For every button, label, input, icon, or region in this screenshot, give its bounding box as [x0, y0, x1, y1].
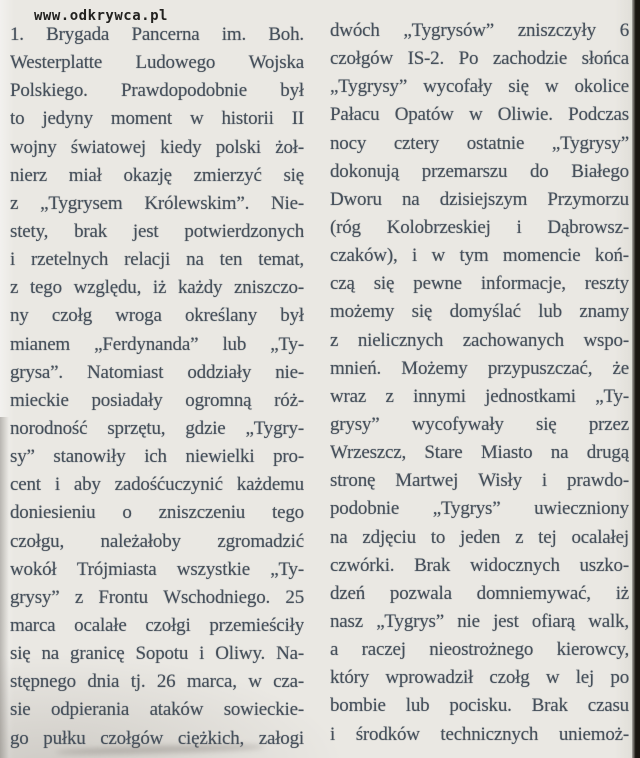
text-line: norodność sprzętu, gdzie „Tygry- [10, 417, 304, 439]
text-line: a raczej nieostrożnego kierowcy, [330, 639, 629, 661]
text-line: wraz z innymi jednostkami „Ty- [330, 385, 629, 407]
text-line: nierz miał okazję zmierzyć się [10, 164, 304, 186]
text-line: (róg Kolobrzeskiej i Dąbrowsz- [330, 216, 629, 238]
text-line: Westerplatte Ludowego Wojska [10, 52, 304, 74]
text-line: wokół Trójmiasta wszystkie „Ty- [10, 558, 304, 580]
text-line: mnień. Możemy przypuszczać, że [330, 357, 629, 379]
text-line: go pułku czołgów ciężkich, załogi [10, 727, 304, 749]
text-line: czaków), i w tym momencie koń- [330, 245, 629, 267]
text-line: Wrzeszcz, Stare Miasto na drugą [330, 442, 629, 464]
text-line: dokonują przemarszu do Białego [330, 160, 629, 182]
text-line: podobnie „Tygrys” uwieczniony [330, 498, 629, 520]
text-line: na zdjęciu to jeden z tej ocalałej [330, 526, 629, 548]
text-line: z nielicznych zachowanych wspo- [330, 329, 629, 351]
text-line: z tego względu, iż każdy zniszczo- [10, 277, 304, 299]
text-column-left [10, 24, 304, 756]
text-line: Dworu na dzisiejszym Przymorzu [330, 188, 629, 210]
text-line: wojny światowej kiedy polski żoł- [10, 136, 304, 158]
text-line: z „Tygrysem Królewskim”. Nie- [10, 192, 304, 214]
text-line: stępnego dnia tj. 26 marca, w cza- [10, 671, 304, 693]
text-line: cent i aby zadośćuczynić każdemu [10, 474, 304, 496]
text-line: „Tygrysy” wycofały się w okolice [330, 76, 629, 98]
scan-edge-bar [632, 0, 640, 758]
text-line: czołgów IS-2. Po zachodzie słońca [330, 48, 629, 70]
text-line: się na granicę Sopotu i Oliwy. Na- [10, 643, 304, 665]
text-line: który wprowadził czołg w lej po [330, 667, 629, 689]
text-line: czą się pewne informacje, reszty [330, 273, 629, 295]
text-line: grysy” wycofywały się przez [330, 413, 629, 435]
scan-left-shadow [0, 417, 9, 758]
text-line: i rzetelnych relacji na ten temat, [10, 249, 304, 271]
text-line: sie odpierania ataków sowieckie- [10, 699, 304, 721]
text-line: mianem „Ferdynanda” lub „Ty- [10, 333, 304, 355]
text-column-right [330, 20, 629, 752]
text-line: bombie lub pocisku. Brak czasu [330, 695, 629, 717]
text-line: czwórki. Brak widocznych uszko- [330, 554, 629, 576]
text-line: Polskiego. Prawdopodobnie był [10, 80, 304, 102]
watermark-text: www.odkrywca.pl [34, 8, 168, 24]
text-line: stety, brak jest potwierdzonych [10, 220, 304, 242]
text-line: nocy cztery ostatnie „Tygrysy” [330, 132, 629, 154]
text-line: grysy” z Frontu Wschodniego. 25 [10, 586, 304, 608]
text-line: stronę Martwej Wisły i prawdo- [330, 470, 629, 492]
text-line: czołgu, należałoby zgromadzić [10, 530, 304, 552]
text-line: ny czołg wroga określany był [10, 305, 304, 327]
text-line: dwóch „Tygrysów” zniszczyły 6 [330, 20, 629, 41]
text-line: Pałacu Opatów w Oliwie. Podczas [330, 104, 629, 126]
text-line: sy” stanowiły ich niewielki pro- [10, 446, 304, 468]
text-line: grysa”. Natomiast oddziały nie- [10, 361, 304, 383]
text-line: marca ocalałe czołgi przemieściły [10, 614, 304, 636]
text-line: 1. Brygada Pancerna im. Boh. [10, 24, 304, 45]
text-line: doniesieniu o zniszczeniu tego [10, 502, 304, 524]
text-line: nasz „Tygrys” nie jest ofiarą walk, [330, 610, 629, 632]
text-line: mieckie posiadały ogromną róż- [10, 389, 304, 411]
text-line: możemy się domyślać lub znamy [330, 301, 629, 323]
text-line: dzeń pozwala domniemywać, iż [330, 582, 629, 604]
text-line: i środków technicznych uniemoż- [330, 723, 629, 745]
text-line: to jedyny moment w historii II [10, 108, 304, 130]
